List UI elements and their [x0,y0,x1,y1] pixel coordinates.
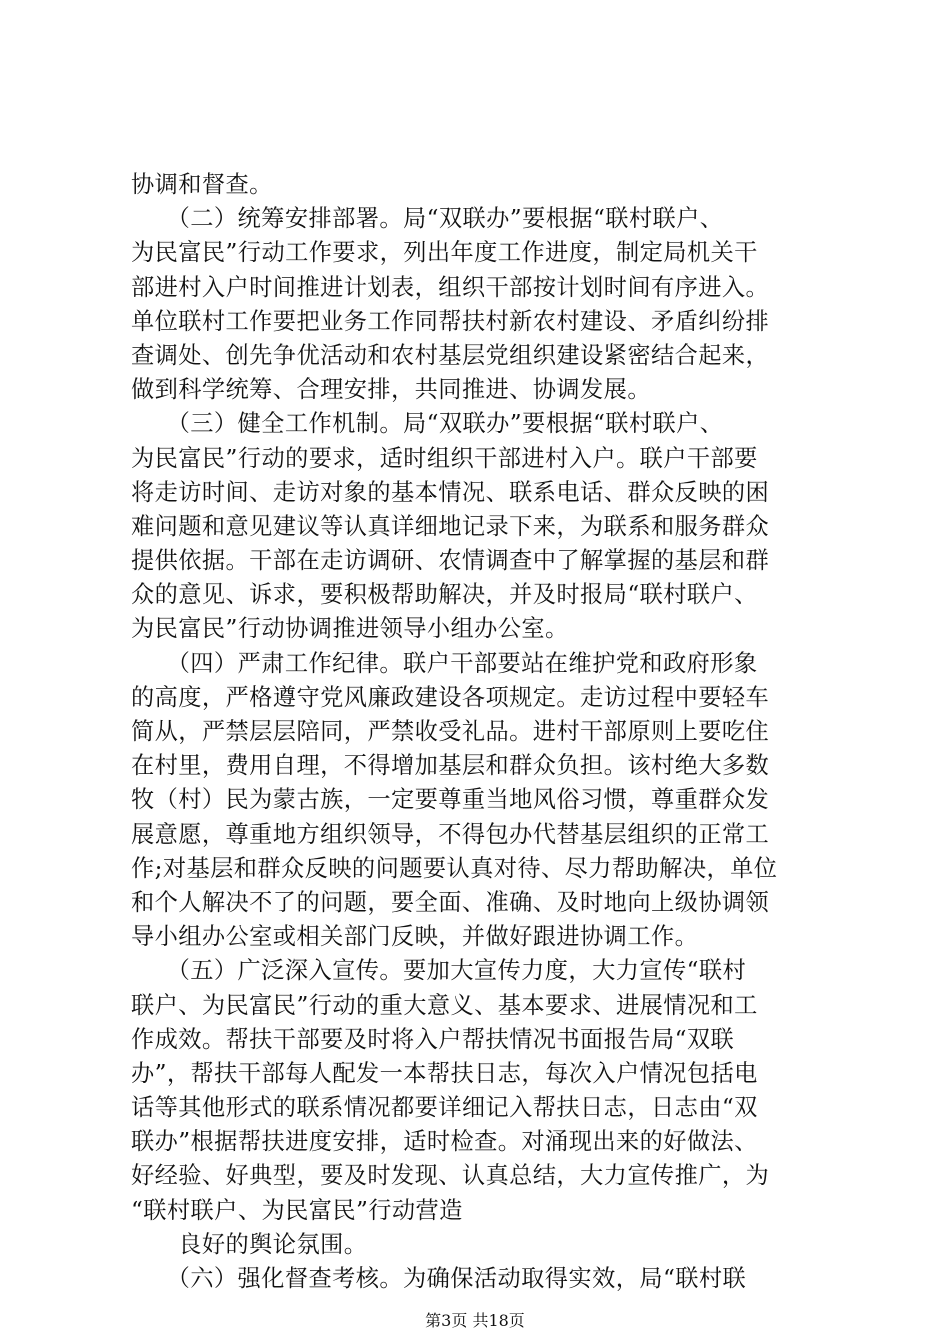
text-line: （三）健全工作机制。局“双联办”要根据“联村联户、 [131,410,724,438]
text-line: 的高度，严格遵守党风廉政建设各项规定。走访过程中要轻车 [131,683,770,711]
text-line: 提供依据。干部在走访调研、农情调查中了解掌握的基层和群 [131,547,770,575]
text-line: （二）统筹安排部署。局“双联办”要根据“联村联户、 [131,205,724,233]
text-line: （四）严肃工作纪律。联户干部要站在维护党和政府形象 [131,649,758,677]
text-line: 难问题和意见建议等认真详细地记录下来，为联系和服务群众 [131,512,770,540]
text-line: （六）强化督查考核。为确保活动取得实效，局“联村联 [131,1265,747,1292]
text-line: 协调和督查。 [131,171,273,198]
text-line: 展意愿，尊重地方组织领导，不得包办代替基层组织的正常工 [131,820,770,848]
text-line: 做到科学统筹、合理安排，共同推进、协调发展。 [131,376,651,404]
text-line: 联户、为民富民”行动的重大意义、基本要求、进展情况和工 [131,991,758,1019]
text-line: 和个人解决不了的问题，要全面、准确、及时地向上级协调领 [131,888,770,916]
text-line: 良好的舆论氛围。 [131,1230,368,1258]
text-line: 办”，帮扶干部每人配发一本帮扶日志，每次入户情况包括电 [131,1059,758,1087]
text-line: 众的意见、诉求，要积极帮助解决，并及时报局“联村联户、 [131,581,758,609]
text-line: 简从，严禁层层陪同，严禁收受礼品。进村干部原则上要吃住 [131,718,770,745]
text-line: 作成效。帮扶干部要及时将入户帮扶情况书面报告局“双联 [131,1025,735,1053]
text-line: 牧（村）民为蒙古族，一定要尊重当地风俗习惯，尊重群众发 [131,786,770,814]
text-line: 为民富民”行动的要求，适时组织干部进村入户。联户干部要 [131,444,758,472]
text-line: 部进村入户时间推进计划表，组织干部按计划时间有序进入。 [131,273,770,301]
text-line: 作;对基层和群众反映的问题要认真对待、尽力帮助解决，单位 [131,854,778,882]
text-line: 为民富民”行动协调推进领导小组办公室。 [131,615,569,643]
text-line: 单位联村工作要把业务工作同帮扶村新农村建设、矛盾纠纷排 [131,307,770,335]
text-line: 查调处、创先争优活动和农村基层党组织建设紧密结合起来， [131,341,770,369]
text-line: 联办”根据帮扶进度安排，适时检查。对涌现出来的好做法、 [131,1128,758,1156]
text-line: 在村里，费用自理，不得增加基层和群众负担。该村绝大多数 [131,752,770,780]
text-line: 话等其他形式的联系情况都要详细记入帮扶日志，日志由“双 [131,1094,758,1122]
text-line: 好经验、好典型，要及时发现、认真总结，大力宣传推广，为 [131,1162,770,1190]
text-line: 将走访时间、走访对象的基本情况、联系电话、群众反映的困 [131,478,770,506]
page-footer: 第3页 共18页 [425,1311,525,1330]
text-line: 导小组办公室或相关部门反映，并做好跟进协调工作。 [131,923,699,951]
text-line: （五）广泛深入宣传。要加大宣传力度，大力宣传“联村 [131,957,747,985]
text-line: “联村联户、为民富民”行动营造 [131,1196,463,1224]
text-line: 为民富民”行动工作要求，列出年度工作进度，制定局机关干 [131,239,758,267]
